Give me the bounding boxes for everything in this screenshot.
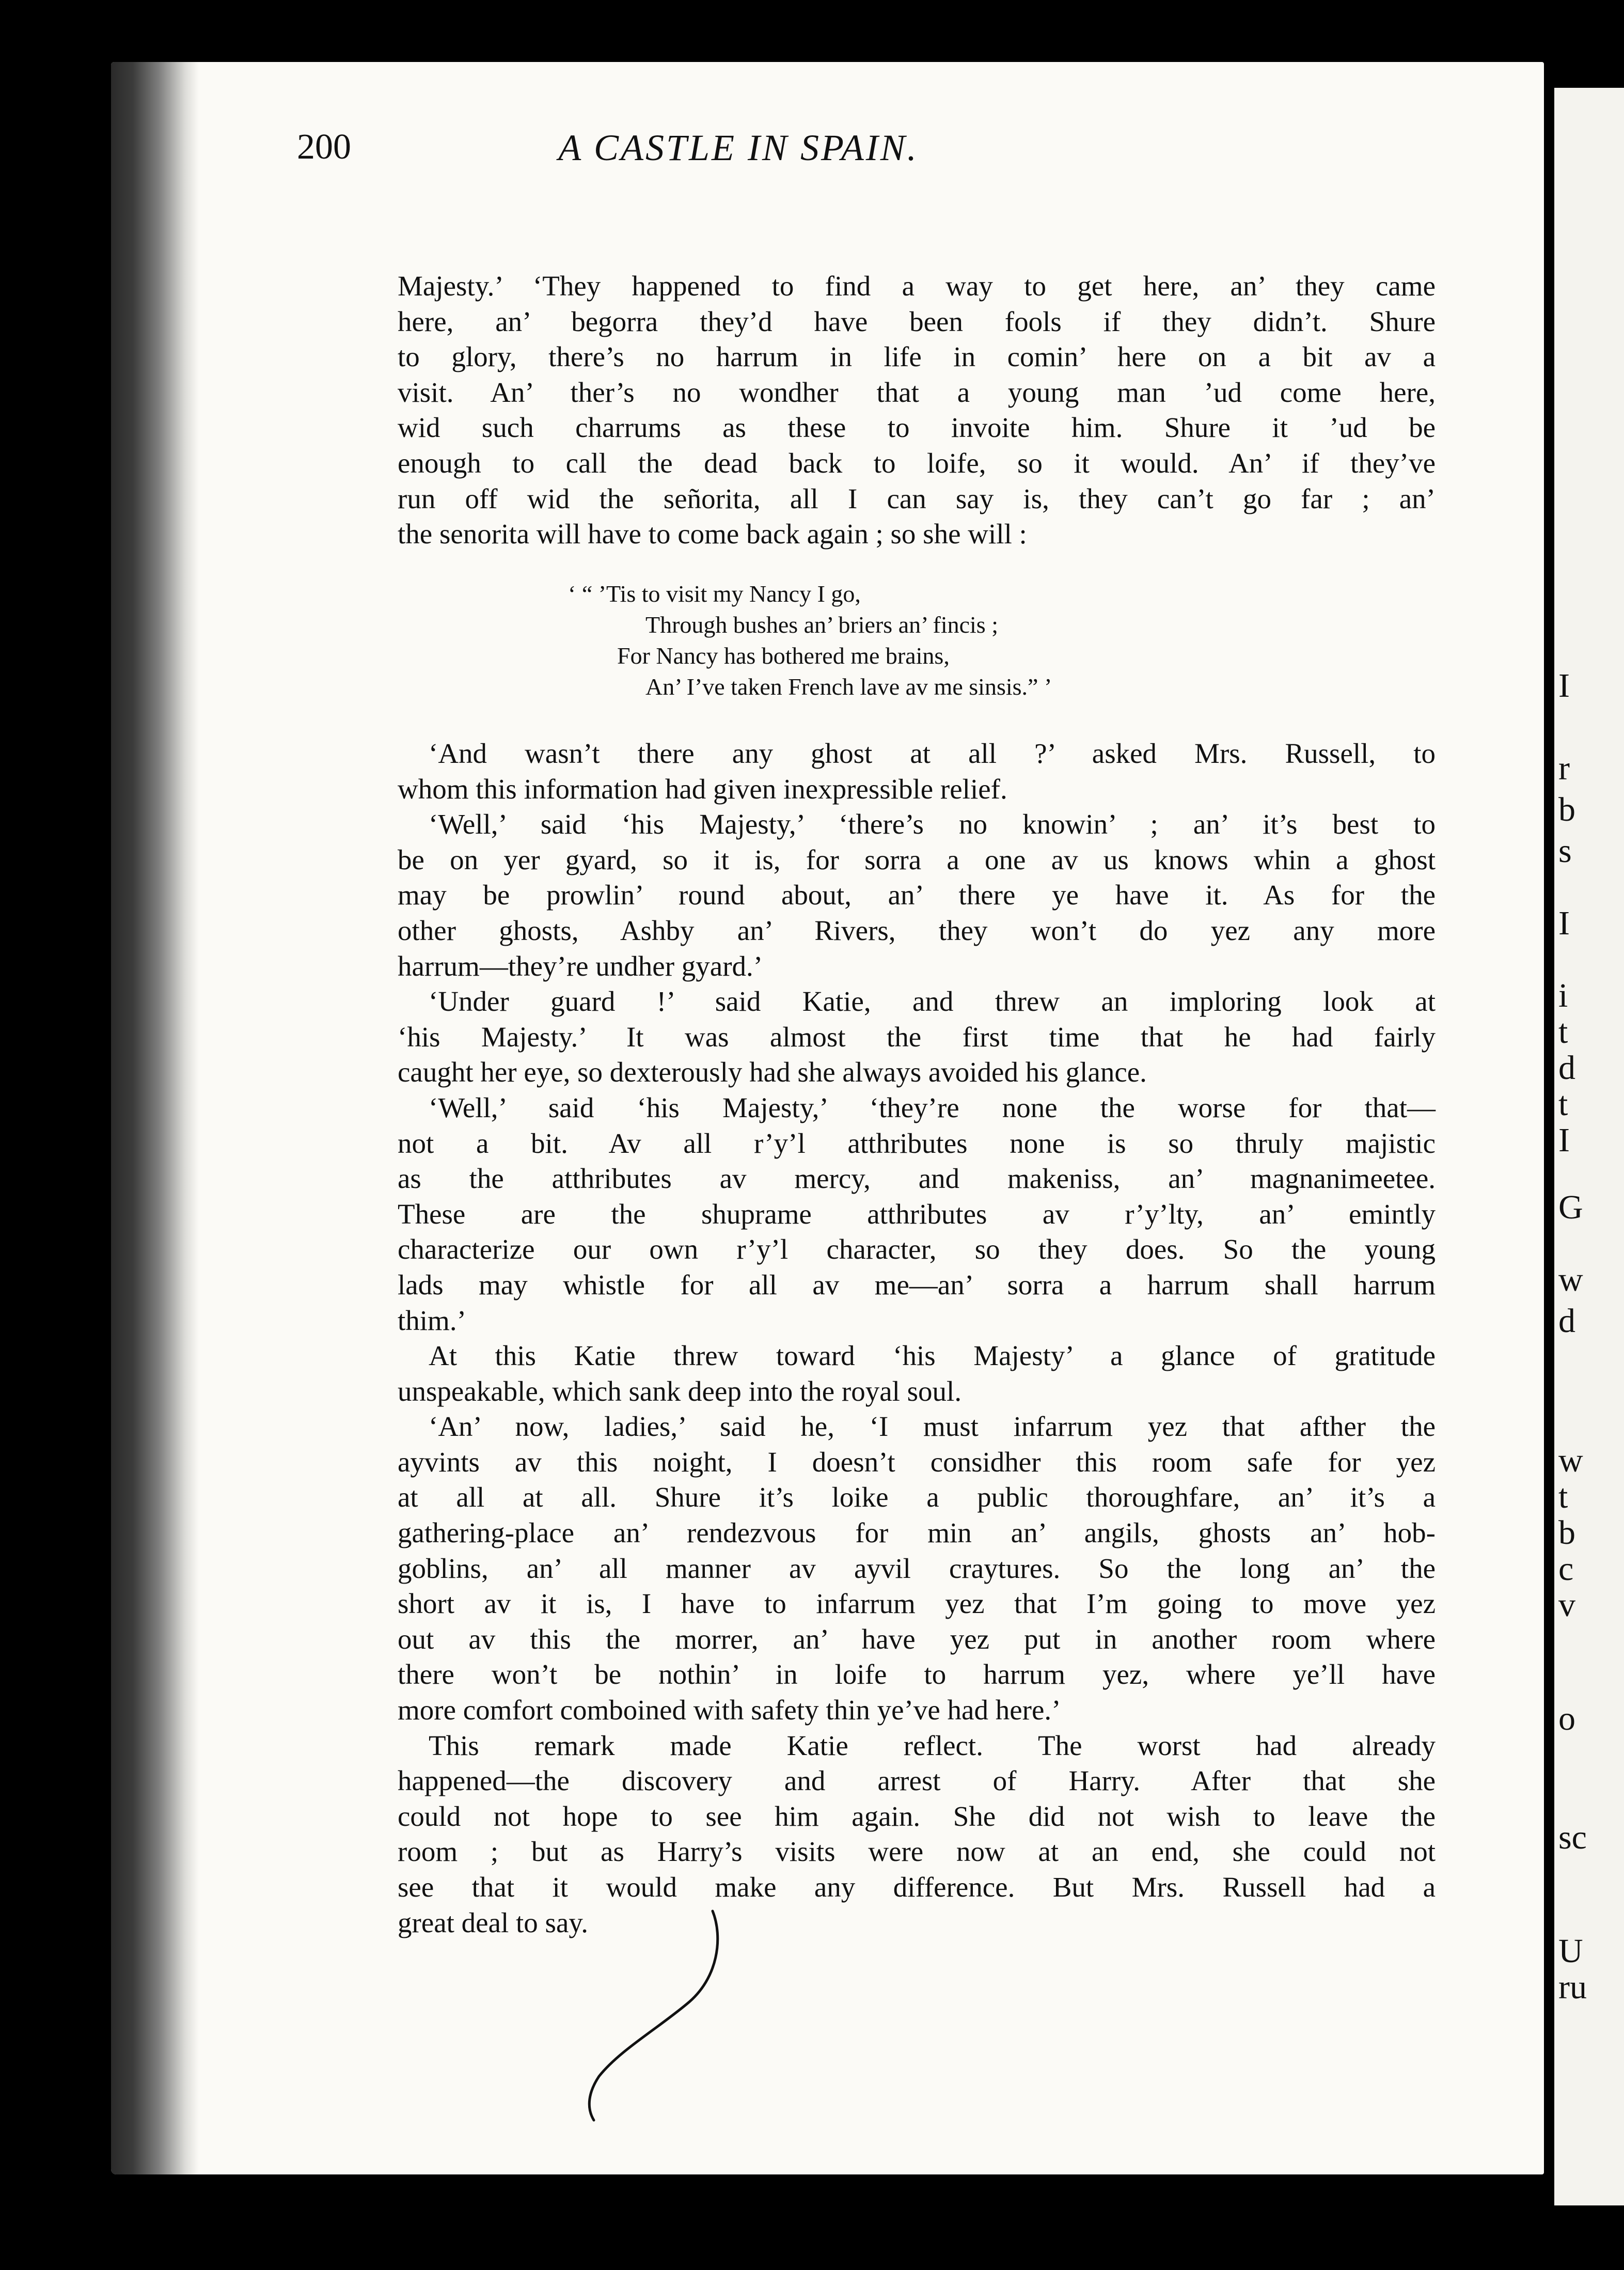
- text-line: may be prowlin’ round about, an’ there ye have it. As for the: [398, 879, 1436, 911]
- verse-line: Through bushes an’ briers an’ fincis ;: [645, 612, 998, 638]
- text-line: great deal to say.: [398, 1906, 589, 1938]
- text-line: as the atthributes av mercy, and makeniss, an’ magnanimeetee.: [398, 1163, 1436, 1195]
- running-title: A CASTLE IN SPAIN.: [558, 127, 919, 168]
- text-line: characterize our own r’y’l character, so they does. So the young: [398, 1233, 1436, 1265]
- verse-quotation: [568, 578, 1052, 702]
- verse-line: For Nancy has bothered me brains,: [617, 643, 950, 669]
- adjacent-page-edge: [1554, 88, 1624, 2205]
- text-line: room ; but as Harry’s visits were now at an end, she could not: [398, 1836, 1436, 1868]
- verse-line: An’ I’ve taken French lave av me sinsis.” ’: [645, 674, 1052, 700]
- pen-stroke-mark: [584, 1906, 738, 2123]
- adjacent-page-fragment: v: [1558, 1586, 1575, 1624]
- adjacent-page-fragment: w: [1558, 1261, 1583, 1298]
- text-line: the senorita will have to come back again ; so she will :: [398, 518, 1027, 550]
- text-line: ‘And wasn’t there any ghost at all ?’ asked Mrs. Russell, to: [429, 738, 1436, 769]
- text-line: goblins, an’ all manner av ayvil craytures. So the long an’ the: [398, 1552, 1436, 1584]
- text-line: gathering-place an’ rendezvous for min an’ angils, ghosts an’ hob-: [398, 1517, 1436, 1549]
- text-line: visit. An’ ther’s no wondher that a young man ’ud come here,: [398, 376, 1436, 408]
- text-line: wid such charrums as these to invoite him. Shure it ’ud be: [398, 412, 1436, 444]
- adjacent-page-fragment: t: [1558, 1085, 1568, 1123]
- adjacent-page-fragment: I: [1558, 1121, 1570, 1159]
- body-text-top: [398, 269, 1436, 552]
- text-line: there won’t be nothin’ in loife to harrum yez, where ye’ll have: [398, 1658, 1436, 1690]
- text-line: enough to call the dead back to loife, so it would. An’ if they’ve: [398, 447, 1436, 479]
- adjacent-page-fragment: b: [1558, 791, 1575, 828]
- text-line: could not hope to see him again. She did not wish to leave the: [398, 1800, 1436, 1832]
- adjacent-page-fragment: d: [1558, 1302, 1575, 1340]
- text-line: This remark made Katie reflect. The worst had already: [429, 1729, 1436, 1761]
- adjacent-page-fragment: w: [1558, 1442, 1583, 1479]
- text-line: run off wid the señorita, all I can say is, they can’t go far ; an’: [398, 482, 1436, 514]
- adjacent-page-fragment: ru: [1558, 1968, 1587, 2006]
- page-gutter-shadow: [111, 62, 199, 2174]
- page-number: 200: [297, 127, 351, 167]
- text-line: more comfort comboined with safety thin ye’ve had here.’: [398, 1694, 1061, 1726]
- text-line: not a bit. Av all r’y’l atthributes none is so thruly majistic: [398, 1127, 1436, 1159]
- text-line: ‘An’ now, ladies,’ said he, ‘I must infarrum yez that afther the: [429, 1411, 1436, 1443]
- text-line: ‘his Majesty.’ It was almost the first time that he had fairly: [398, 1021, 1436, 1053]
- text-line: ayvints av this noight, I doesn’t considher this room safe for yez: [398, 1446, 1436, 1478]
- adjacent-page-fragment: t: [1558, 1013, 1568, 1051]
- text-line: ‘Well,’ said ‘his Majesty,’ ‘there’s no knowin’ ; an’ it’s best to: [429, 808, 1436, 840]
- text-line: lads may whistle for all av me—an’ sorra a harrum shall harrum: [398, 1269, 1436, 1301]
- adjacent-page-fragment: sc: [1558, 1819, 1587, 1856]
- text-line: ‘Well,’ said ‘his Majesty,’ ‘they’re none the worse for that—: [429, 1091, 1436, 1123]
- text-line: caught her eye, so dexterously had she always avoided his glance.: [398, 1056, 1147, 1088]
- text-line: be on yer gyard, so it is, for sorra a one av us knows whin a ghost: [398, 843, 1436, 875]
- adjacent-page-fragment: t: [1558, 1478, 1568, 1515]
- adjacent-page-fragment: o: [1558, 1700, 1575, 1737]
- adjacent-page-fragment: b: [1558, 1514, 1575, 1552]
- adjacent-page-fragment: U: [1558, 1932, 1583, 1970]
- page-header: [297, 127, 1180, 178]
- adjacent-page-fragment: I: [1558, 667, 1570, 705]
- adjacent-page-fragment: I: [1558, 904, 1570, 942]
- text-line: to glory, there’s no harrum in life in comin’ here on a bit av a: [398, 341, 1436, 373]
- text-line: These are the shuprame atthributes av r’y’lty, an’ emintly: [398, 1198, 1436, 1230]
- text-line: harrum—they’re undher gyard.’: [398, 950, 763, 982]
- adjacent-page-fragment: G: [1558, 1188, 1583, 1226]
- text-line: here, an’ begorra they’d have been fools if they didn’t. Shure: [398, 305, 1436, 337]
- text-line: thim.’: [398, 1304, 466, 1336]
- text-line: short av it is, I have to infarrum yez that I’m going to move yez: [398, 1588, 1436, 1620]
- text-line: happened—the discovery and arrest of Harry. After that she: [398, 1765, 1436, 1797]
- text-line: unspeakable, which sank deep into the royal soul.: [398, 1375, 962, 1407]
- text-line: whom this information had given inexpressible relief.: [398, 773, 1007, 805]
- verse-line: ‘ “ ’Tis to visit my Nancy I go,: [568, 581, 861, 607]
- text-line: Majesty.’ ‘They happened to find a way to get here, an’ they came: [398, 270, 1436, 302]
- adjacent-page-fragment: r: [1558, 749, 1570, 787]
- text-line: see that it would make any difference. But Mrs. Russell had a: [398, 1871, 1436, 1903]
- adjacent-page-fragment: c: [1558, 1550, 1574, 1588]
- text-line: At this Katie threw toward ‘his Majesty’ a glance of gratitude: [429, 1340, 1436, 1372]
- text-line: at all at all. Shure it’s loike a public thoroughfare, an’ it’s a: [398, 1481, 1436, 1513]
- adjacent-page-fragment: i: [1558, 977, 1568, 1014]
- adjacent-page-fragment: d: [1558, 1049, 1575, 1087]
- text-line: ‘Under guard !’ said Katie, and threw an imploring look at: [429, 985, 1436, 1017]
- text-line: out av this the morrer, an’ have yez put in another room where: [398, 1623, 1436, 1655]
- text-line: other ghosts, Ashby an’ Rivers, they won’t do yez any more: [398, 914, 1436, 946]
- adjacent-page-fragment: s: [1558, 832, 1572, 870]
- body-text-main: [398, 736, 1436, 1940]
